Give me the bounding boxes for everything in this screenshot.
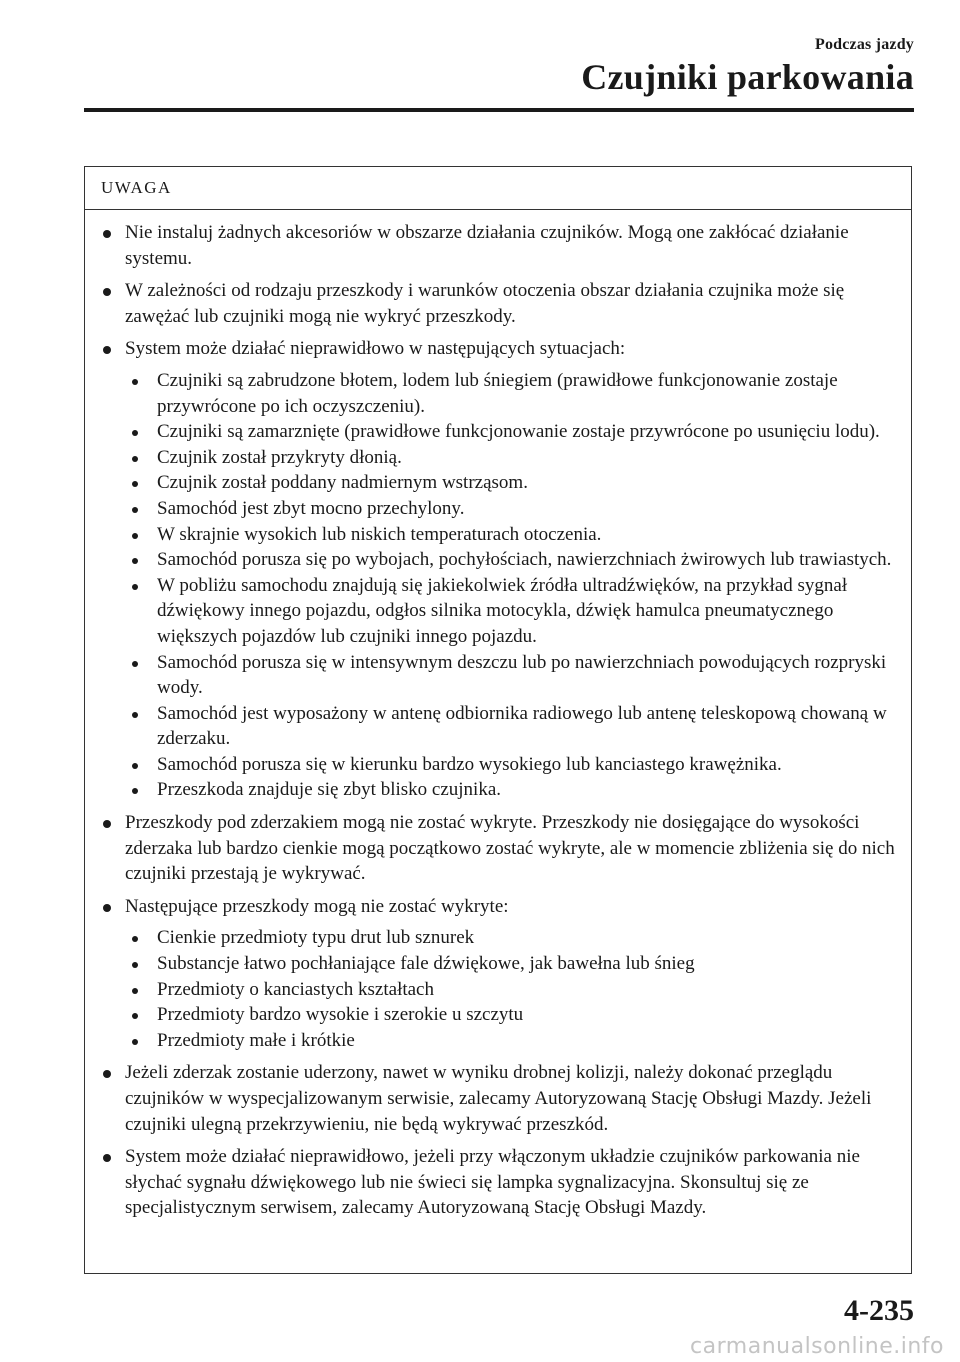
sub-bullet-icon: [132, 533, 138, 539]
sub-list-item: [129, 547, 899, 573]
notice-item-text: System może działać nieprawidłowo w następujących sytuacjach:: [125, 338, 626, 360]
sub-list-item-text: Przedmioty małe i krótkie: [157, 1029, 355, 1051]
sub-bullet-icon: [132, 379, 138, 385]
sub-list-item-text: Czujnik został przykryty dłonią.: [157, 446, 402, 468]
sub-list-item-text: Samochód porusza się po wybojach, pochyłościach, nawierzchniach żwirowych lub trawiastych.: [157, 549, 892, 571]
sub-list-item: [129, 1002, 899, 1028]
sub-list-item-text: Czujniki są zamarznięte (prawidłowe funkcjonowanie zostaje przywrócone po usunięciu lodu).: [157, 421, 880, 443]
sub-bullet-icon: [132, 430, 138, 436]
header-rule: [84, 108, 914, 112]
sub-list-item: [129, 445, 899, 471]
sub-list-item: [129, 977, 899, 1003]
sub-list-item: [129, 419, 899, 445]
sub-bullet-icon: [132, 788, 138, 794]
sub-list-item-text: Samochód jest zbyt mocno przechylony.: [157, 497, 465, 519]
sub-bullet-icon: [132, 962, 138, 968]
sub-list-item: [129, 573, 899, 650]
sub-list: [125, 368, 899, 803]
page-number: 4-235: [844, 1294, 914, 1327]
bullet-icon: [103, 1070, 111, 1078]
sub-bullet-icon: [132, 1013, 138, 1019]
sub-list-item: [129, 522, 899, 548]
sub-list-item: [129, 701, 899, 752]
sub-list-item-text: Przedmioty bardzo wysokie i szerokie u szczytu: [157, 1004, 524, 1026]
sub-bullet-icon: [132, 456, 138, 462]
notice-item: [101, 1060, 899, 1137]
bullet-icon: [103, 904, 111, 912]
section-label: Podczas jazdy: [814, 36, 914, 53]
bullet-icon: [103, 230, 111, 238]
bullet-icon: [103, 820, 111, 828]
notice-heading: UWAGA: [85, 167, 911, 210]
sub-list-item: [129, 951, 899, 977]
sub-list-item: [129, 650, 899, 701]
notice-item: [101, 336, 899, 803]
page-title: Czujniki parkowania: [581, 57, 914, 97]
sub-bullet-icon: [132, 763, 138, 769]
notice-box: [84, 166, 912, 1274]
sub-list-item-text: Samochód porusza się w intensywnym deszczu lub po nawierzchniach powodujących rozpryski wody.: [157, 651, 887, 699]
notice-item: [101, 894, 899, 1054]
sub-list-item-text: Czujnik został poddany nadmiernym wstrząsom.: [157, 472, 528, 494]
notice-item: [101, 220, 899, 271]
sub-bullet-icon: [132, 661, 138, 667]
sub-list-item: [129, 496, 899, 522]
sub-list-item: [129, 777, 899, 803]
sub-list-item: [129, 752, 899, 778]
sub-list-item-text: Samochód jest wyposażony w antenę odbiornika radiowego lub antenę teleskopową chowaną w zderzaku.: [157, 702, 887, 750]
sub-bullet-icon: [132, 712, 138, 718]
bullet-icon: [103, 1154, 111, 1162]
sub-bullet-icon: [132, 558, 138, 564]
notice-item-text: Przeszkody pod zderzakiem mogą nie zostać wykryte. Przeszkody nie dosięgające do wysokości zderzaka lub bardzo cienkie mogą początkowo zostać wykryte, ale w momencie zbliżenia się do nich czujniki przestają je wykrywać.: [125, 812, 895, 885]
sub-bullet-icon: [132, 481, 138, 487]
notice-item: [101, 278, 899, 329]
notice-item: [101, 810, 899, 887]
sub-list-item-text: W skrajnie wysokich lub niskich temperaturach otoczenia.: [157, 523, 602, 545]
sub-list-item: [129, 368, 899, 419]
notice-item-text: System może działać nieprawidłowo, jeżeli przy włączonym układzie czujników parkowania nie słychać sygnału dźwiękowego lub nie świeci się lampka sygnalizacyjna. Skonsultuj się ze specjalistycznym serwisem, zalecamy Autoryzowaną Stację Obsługi Mazdy.: [125, 1146, 860, 1219]
bullet-icon: [103, 288, 111, 296]
sub-list-item-text: Samochód porusza się w kierunku bardzo wysokiego lub kanciastego krawężnika.: [157, 753, 782, 775]
sub-bullet-icon: [132, 988, 138, 994]
notice-item-text: Nie instaluj żadnych akcesoriów w obszarze działania czujników. Mogą one zakłócać działanie systemu.: [125, 222, 849, 269]
notice-item-text: Następujące przeszkody mogą nie zostać wykryte:: [125, 895, 509, 917]
sub-bullet-icon: [132, 507, 138, 513]
sub-bullet-icon: [132, 1039, 138, 1045]
sub-bullet-icon: [132, 936, 138, 942]
notice-body: [85, 210, 911, 1221]
sub-bullet-icon: [132, 584, 138, 590]
sub-list-item-text: Cienkie przedmioty typu drut lub sznurek: [157, 927, 475, 949]
watermark: carmanualsonline.info: [690, 1334, 944, 1359]
sub-list-item-text: Czujniki są zabrudzone błotem, lodem lub śniegiem (prawidłowe funkcjonowanie zostaje przywrócone po ich oczyszczeniu).: [157, 369, 838, 417]
sub-list-item-text: W pobliżu samochodu znajdują się jakiekolwiek źródła ultradźwięków, na przykład sygnał dźwiękowy innego pojazdu, odgłos silnika motocykla, dźwięk hamulca pneumatycznego większych pojazdów lub czujniki innego pojazdu.: [157, 574, 848, 647]
sub-list-item: [129, 1028, 899, 1054]
sub-list-item-text: Substancje łatwo pochłaniające fale dźwiękowe, jak bawełna lub śnieg: [157, 953, 695, 975]
notice-item-text: Jeżeli zderzak zostanie uderzony, nawet w wyniku drobnej kolizji, należy dokonać przeglądu czujników w wyspecjalizowanym serwisie, zalecamy Autoryzowaną Stację Obsługi Mazdy. Jeżeli czujniki ulegną przekrzywieniu, nie będą wykrywać przeszkód.: [125, 1062, 872, 1135]
sub-list-item: [129, 470, 899, 496]
bullet-icon: [103, 346, 111, 354]
sub-list-item-text: Przedmioty o kanciastych kształtach: [157, 978, 434, 1000]
notice-item: [101, 1144, 899, 1221]
sub-list: [125, 925, 899, 1053]
notice-item-text: W zależności od rodzaju przeszkody i warunków otoczenia obszar działania czujnika może się zawężać lub czujniki mogą nie wykryć przeszkody.: [125, 280, 845, 327]
sub-list-item-text: Przeszkoda znajduje się zbyt blisko czujnika.: [157, 779, 502, 801]
sub-list-item: [129, 925, 899, 951]
